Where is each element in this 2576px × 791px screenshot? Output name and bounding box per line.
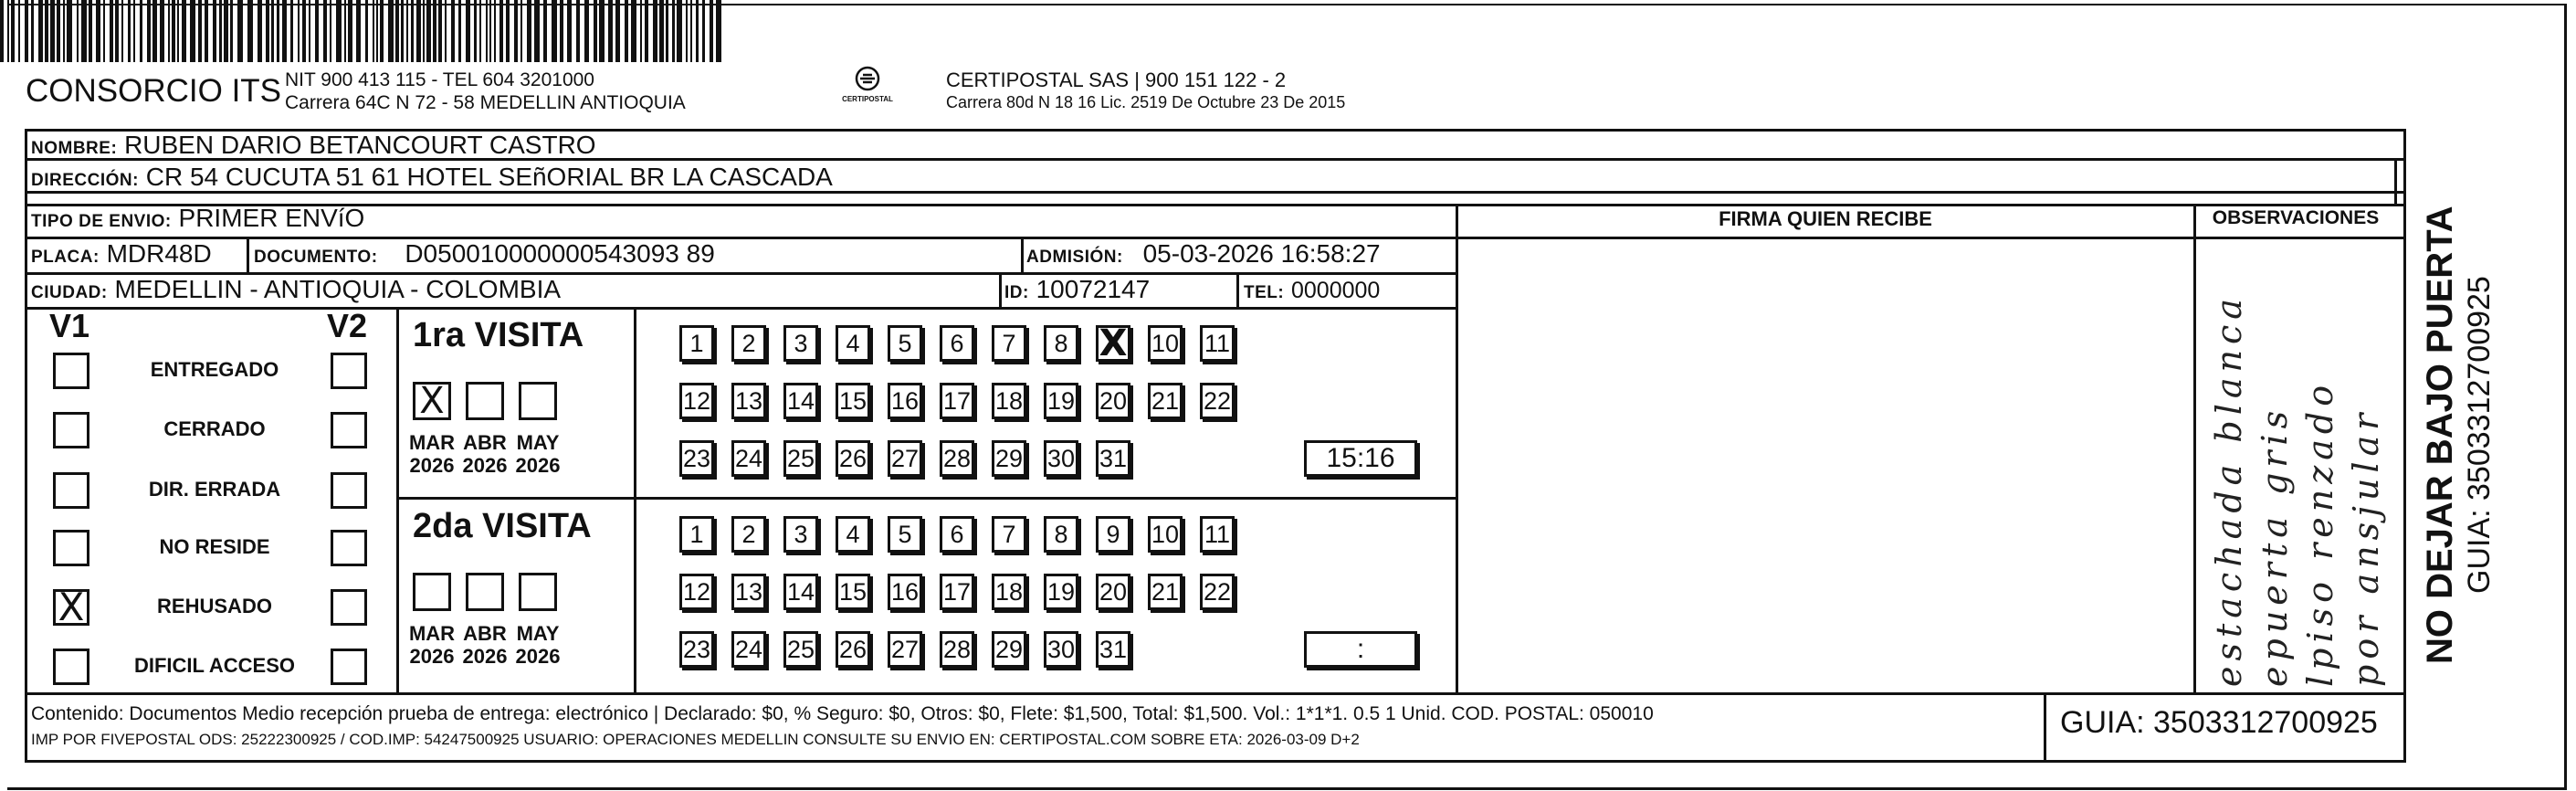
day-box[interactable]: 28 [940,631,974,668]
signature-header: FIRMA QUIEN RECIBE [1719,207,1932,230]
carrier-license-line: Carrera 80d N 18 16 Lic. 2519 De Octubre 23 De 2015 [946,93,1346,111]
status-reason-label: ENTREGADO [150,358,279,381]
day-box[interactable]: 19 [1044,574,1078,610]
recipient-name-label: NOMBRE: [31,139,118,158]
month-label: MAR 2026 [408,622,456,668]
phone-label: TEL: [1244,283,1285,302]
divider [1021,237,1024,272]
month-label: ABR 2026 [462,622,508,668]
day-box[interactable]: 19 [1044,383,1078,419]
v1-checkbox[interactable]: X [53,589,89,626]
carrier-logo [840,66,895,111]
admission-value: 05-03-2026 16:58:27 [1142,239,1381,268]
day-box[interactable]: 17 [940,574,974,610]
day-box[interactable]: 5 [888,516,922,553]
day-box[interactable]: 10 [1148,516,1183,553]
carrier-name-line: CERTIPOSTAL SAS | 900 151 122 - 2 [946,69,1287,91]
city-value: MEDELLIN - ANTIOQUIA - COLOMBIA [114,275,562,303]
day-box[interactable]: 22 [1200,383,1235,419]
company-address-line: Carrera 64C N 72 - 58 MEDELLIN ANTIOQUIA [285,92,686,113]
tracking-number: GUIA: 3503312700925 [2060,705,2378,740]
day-box[interactable]: 18 [992,574,1026,610]
day-box[interactable]: 25 [783,631,818,668]
day-box[interactable]: 7 [992,325,1026,362]
visit-time-box[interactable]: 15:16 [1304,440,1417,477]
day-box[interactable]: 26 [836,440,870,477]
v1-checkbox[interactable] [53,530,89,566]
status-reason-label: NO RESIDE [159,535,270,558]
day-box[interactable]: 23 [679,440,714,477]
day-box[interactable]: 8 [1044,325,1078,362]
visit-title: 1ra VISITA [413,316,584,354]
day-box[interactable]: 14 [783,574,818,610]
day-box[interactable]: 5 [888,325,922,362]
day-box[interactable]: 1 [679,325,714,362]
document-label: DOCUMENTO: [254,248,378,267]
divider [1236,272,1239,307]
month-checkbox[interactable]: X [413,382,451,420]
day-box[interactable]: 25 [783,440,818,477]
shipment-type-value: PRIMER ENVíO [178,204,365,232]
divider [1456,204,1458,692]
day-box[interactable]: 14 [783,383,818,419]
day-box[interactable]: 9 [1096,516,1130,553]
print-info-line: IMP POR FIVEPOSTAL ODS: 25222300925 / COD.IMP: 54247500925 USUARIO: OPERACIONES MEDELLIN CONSULTE SU ENVIO EN: CERTIPOSTAL.COM SOBRE ETA: 2026-03-09 D+2 [31,731,1360,748]
day-box[interactable]: 3 [783,325,818,362]
company-nit-line: NIT 900 413 115 - TEL 604 3201000 [285,69,594,90]
day-box[interactable]: 28 [940,440,974,477]
month-checkbox[interactable] [466,573,504,611]
visit-title: 2da VISITA [413,507,592,545]
id-field [1004,275,1150,304]
month-checkbox[interactable] [519,382,557,420]
plate-field [31,239,212,269]
month-checkbox[interactable] [413,573,451,611]
v2-checkbox[interactable] [331,472,367,509]
phone-field [1244,275,1380,304]
day-box[interactable]: 29 [992,440,1026,477]
divider [2394,158,2397,204]
carrier-logo-icon [852,66,883,93]
city-label: CIUDAD: [31,283,108,302]
id-label: ID: [1004,283,1029,302]
city-field [31,275,561,304]
observations-header: OBSERVACIONES [2212,207,2380,228]
month-label: MAR 2026 [408,431,456,477]
day-box[interactable]: 10 [1148,325,1183,362]
day-box[interactable]: 21 [1148,574,1183,610]
recipient-name-row [31,131,596,160]
carrier-info [946,69,1345,114]
visit-time-box[interactable]: : [1304,631,1417,668]
divider [25,204,2406,206]
divider [25,692,2406,695]
divider [396,497,1457,500]
day-box[interactable]: 15 [836,574,870,610]
id-value: 10072147 [1036,275,1151,303]
day-box[interactable]: 7 [992,516,1026,553]
day-box[interactable]: 12 [679,574,714,610]
day-box[interactable]: 11 [1200,325,1235,362]
company-name: CONSORCIO ITS [26,73,282,109]
document-field [254,239,715,269]
contents-line: Contenido: Documentos Medio recepción prueba de entrega: electrónico | Declarado: $0, % Seguro: $0, Otros: $0, Flete: $1,500, Total: $1,500. Vol.: 1*1*1. 0.5 1 Unid. COD. POSTAL: 050010 [31,703,1654,724]
divider [396,307,399,692]
company-info [285,69,686,114]
v1-header: V1 [49,307,90,344]
observations-area [2196,239,2393,691]
month-label: ABR 2026 [462,431,508,477]
day-box[interactable]: 13 [731,574,766,610]
day-box[interactable]: 16 [888,574,922,610]
side-tracking-number: GUIA: 3503312700925 [2462,276,2497,594]
day-box[interactable]: 3 [783,516,818,553]
status-reason-label: REHUSADO [157,595,272,617]
plate-value: MDR48D [106,239,212,268]
v1-checkbox[interactable] [53,472,89,509]
admission-label: ADMISIÓN: [1026,248,1123,267]
day-box[interactable]: 27 [888,631,922,668]
address-value: CR 54 CUCUTA 51 61 HOTEL SEñORIAL BR LA CASCADA [145,163,833,191]
day-box[interactable]: 27 [888,440,922,477]
day-box[interactable]: 29 [992,631,1026,668]
day-box[interactable]: 2 [731,516,766,553]
v1-checkbox[interactable] [53,412,89,448]
observation-note: epuerta gris [2255,405,2295,687]
day-box[interactable]: 12 [679,383,714,419]
divider [247,237,249,272]
day-box[interactable]: 20 [1096,383,1130,419]
day-box[interactable]: 11 [1200,516,1235,553]
divider [2044,692,2046,763]
month-label: MAY 2026 [515,622,561,668]
observation-note: estachada blanca [2209,293,2249,687]
v2-checkbox[interactable] [331,649,367,685]
recipient-name: RUBEN DARIO BETANCOURT CASTRO [124,131,596,159]
day-box[interactable]: 24 [731,631,766,668]
plate-label: PLACA: [31,248,100,267]
divider [999,272,1002,307]
day-box[interactable]: 1 [679,516,714,553]
v1-checkbox[interactable] [53,353,89,389]
day-box[interactable]: 26 [836,631,870,668]
day-box[interactable]: 18 [992,383,1026,419]
day-box[interactable]: 24 [731,440,766,477]
day-box[interactable]: X [1096,325,1130,362]
day-box[interactable]: 23 [679,631,714,668]
month-checkbox[interactable] [519,573,557,611]
day-box[interactable]: 2 [731,325,766,362]
status-reason-label: DIFICIL ACCESO [133,654,295,677]
v1-checkbox[interactable] [53,649,89,685]
divider [634,307,636,692]
shipment-type-label: TIPO DE ENVIO: [31,212,172,231]
month-checkbox[interactable] [466,382,504,420]
address-row [31,163,833,192]
shipment-type-row [31,204,364,233]
day-box[interactable]: 8 [1044,516,1078,553]
observation-note: lpiso renzado [2300,379,2340,687]
v2-checkbox[interactable] [331,530,367,566]
month-label: MAY 2026 [515,431,561,477]
v2-checkbox[interactable] [331,412,367,448]
day-box[interactable]: 4 [836,325,870,362]
v2-checkbox[interactable] [331,589,367,626]
observation-note: por ansjular [2346,407,2386,687]
phone-value: 0000000 [1291,278,1381,303]
day-box[interactable]: 16 [888,383,922,419]
status-reason-label: DIR. ERRADA [148,478,281,501]
do-not-leave-notice: NO DEJAR BAJO PUERTA [2420,206,2460,664]
document-value: D050010000000543093 89 [405,239,715,268]
day-box[interactable]: 31 [1096,440,1130,477]
admission-field [1026,239,1381,269]
carrier-logo-text: CERTIPOSTAL [842,95,893,103]
day-box[interactable]: 30 [1044,440,1078,477]
divider [25,307,1458,310]
day-box[interactable]: 20 [1096,574,1130,610]
v2-header: V2 [327,307,368,344]
day-box[interactable]: 6 [940,516,974,553]
day-box[interactable]: 22 [1200,574,1235,610]
day-box[interactable]: 15 [836,383,870,419]
day-box[interactable]: 21 [1148,383,1183,419]
day-box[interactable]: 13 [731,383,766,419]
signature-area [1461,239,2190,689]
day-box[interactable]: 6 [940,325,974,362]
v2-checkbox[interactable] [331,353,367,389]
day-box[interactable]: 4 [836,516,870,553]
day-box[interactable]: 17 [940,383,974,419]
status-reason-label: CERRADO [163,417,266,440]
address-label: DIRECCIÓN: [31,171,139,190]
day-box[interactable]: 31 [1096,631,1130,668]
day-box[interactable]: 30 [1044,631,1078,668]
